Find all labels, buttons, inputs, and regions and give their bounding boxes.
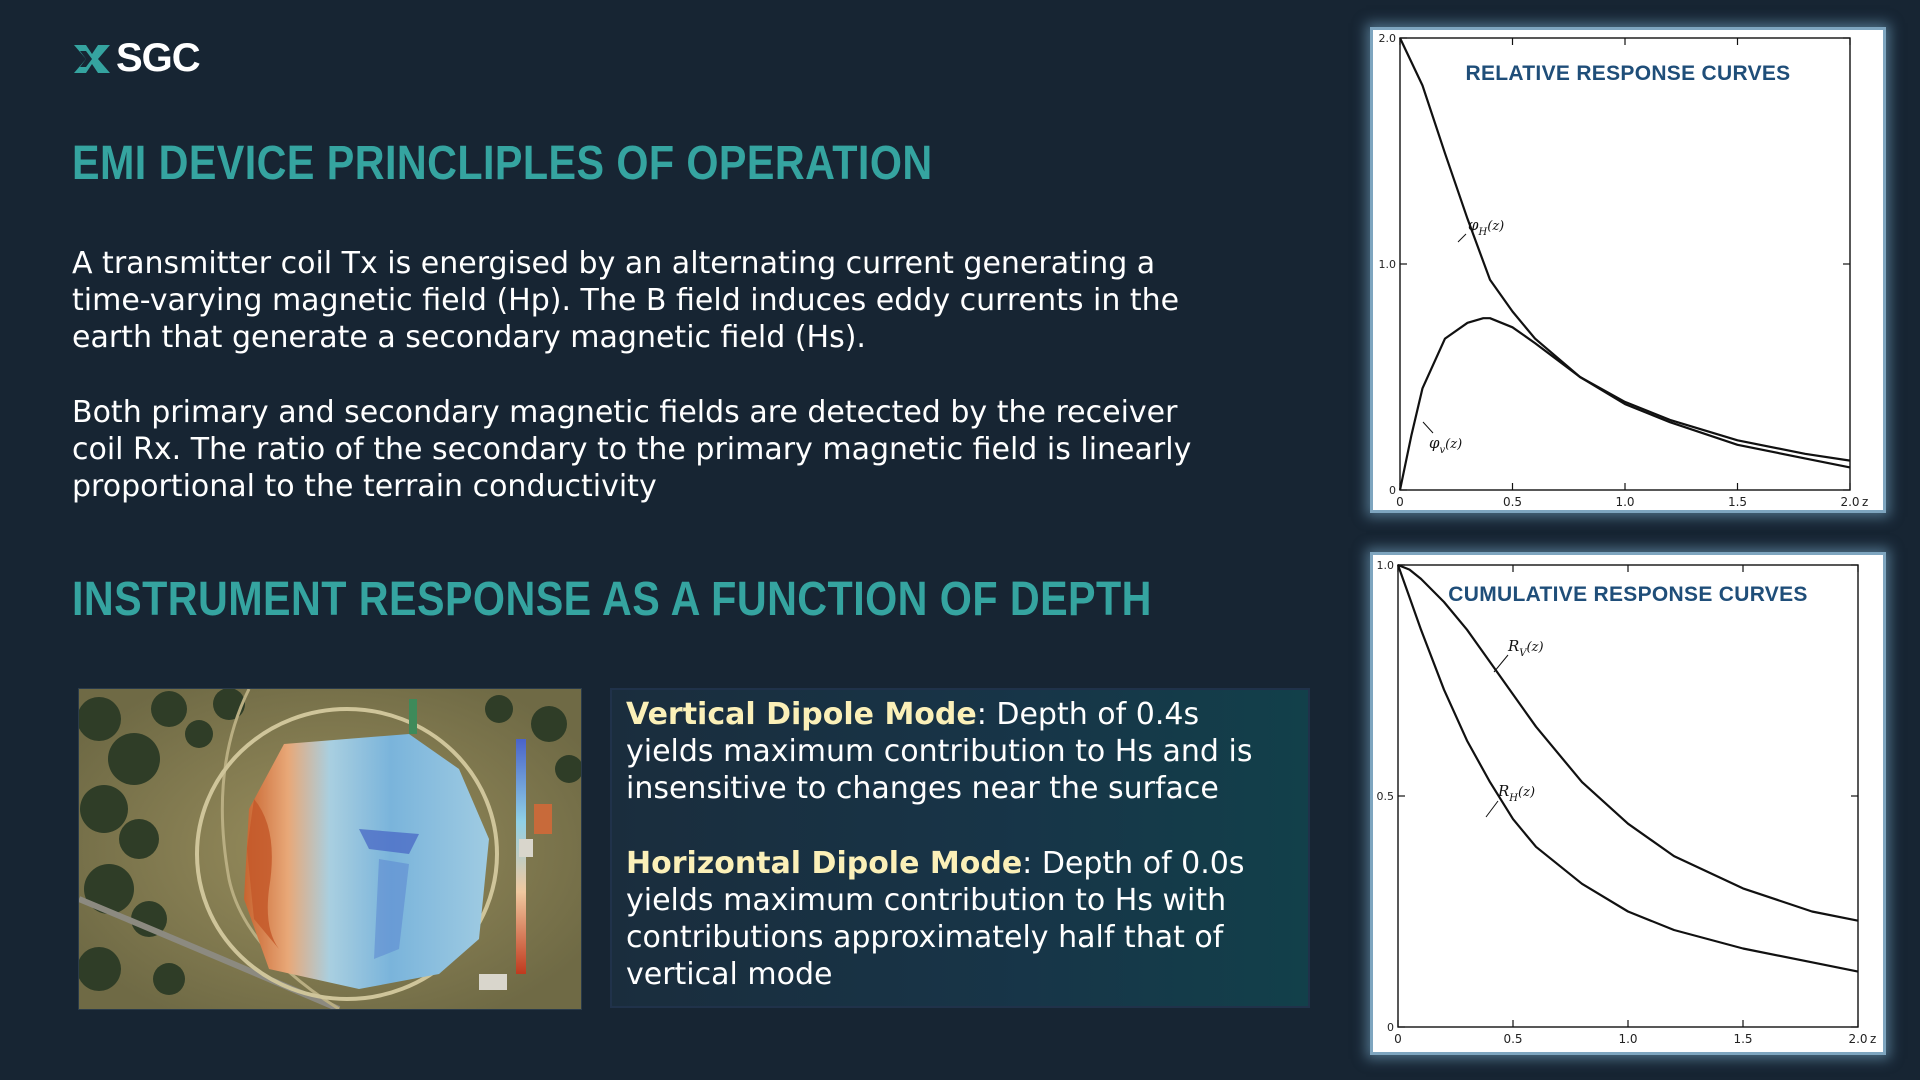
intro-paragraph-1: A transmitter coil Tx is energised by an alternating current generating a time-varying magnetic field (Hp). The B field induces eddy currents in the earth that generate a secondary magnetic field (Hs). [72,246,1180,355]
relative-response-chart [1370,27,1886,513]
section2-title: INSTRUMENT RESPONSE AS A FUNCTION OF DEPTH [72,573,1152,626]
vertical-dipole-text [626,696,1294,807]
x-tick-label: 2.0 [1848,1032,1868,1046]
x-tick-label: 0 [1396,495,1404,509]
curve-label: $\varphi_v(z)$ [1429,434,1463,456]
x-tick-label: 0 [1394,1032,1402,1046]
y-tick-label: 0.5 [1376,790,1394,803]
sgc-logo [72,36,200,81]
horizontal-dipole-label: Horizontal Dipole Mode [626,846,1023,881]
x-tick-label: 1.5 [1727,495,1748,509]
curve-label: $\varphi_H(z)$ [1468,216,1505,238]
cumulative-response-chart [1370,552,1886,1055]
curve-label-leader [1423,422,1433,433]
vertical-dipole-label: Vertical Dipole Mode [626,697,977,732]
x-tick-label: 0.5 [1503,1032,1523,1046]
curve-label-leader [1494,655,1508,672]
y-tick-label: 2.0 [1378,32,1396,45]
series-line-1 [1398,565,1858,972]
curve-label-leader [1458,234,1466,242]
series-line-1 [1400,318,1850,490]
survey-map-image [78,688,582,1010]
curve-label-leader [1486,801,1498,817]
cumulative-chart-title: CUMULATIVE RESPONSE CURVES [1448,583,1808,606]
logo-text: SGC [116,36,200,80]
x-tick-label: 2.0 [1840,495,1860,509]
section1-title: EMI DEVICE PRINCLIPLES OF OPERATION [72,137,933,190]
horizontal-dipole-description: : Depth of 0.0s yields maximum contribution to Hs with contributions approximately half that of vertical mode [626,846,1245,992]
x-tick-label: 0.5 [1502,495,1523,509]
sgc-mark-icon [72,41,112,77]
y-tick-label: 1.0 [1378,258,1396,271]
x-axis-label: z [1870,1032,1877,1046]
relative-response-plot [1373,30,1883,510]
horizontal-dipole-text [626,845,1294,993]
y-tick-label: 1.0 [1376,559,1394,572]
curve-label: $R_V(z)$ [1508,637,1544,659]
dipole-mode-info-box [610,688,1310,1008]
x-tick-label: 1.0 [1618,1032,1638,1046]
y-tick-label: 0 [1389,484,1396,497]
cumulative-response-plot [1373,555,1883,1052]
curve-label: $R_H(z)$ [1498,782,1536,804]
intro-paragraphs [72,245,1202,505]
vertical-dipole-description: : Depth of 0.4s yields maximum contribution to Hs and is insensitive to changes near the surface [626,697,1253,806]
x-tick-label: 1.0 [1615,495,1635,509]
series-line-0 [1400,38,1850,461]
plot-frame [1400,38,1850,490]
y-tick-label: 0 [1387,1021,1394,1034]
intro-paragraph-2: Both primary and secondary magnetic fields are detected by the receiver coil Rx. The ratio of the secondary to the primary magnetic field is linearly proportional to the terrain conductivity [72,395,1192,504]
x-tick-label: 1.5 [1733,1032,1753,1046]
relative-chart-title: RELATIVE RESPONSE CURVES [1465,62,1791,85]
x-axis-label: z [1862,495,1869,509]
